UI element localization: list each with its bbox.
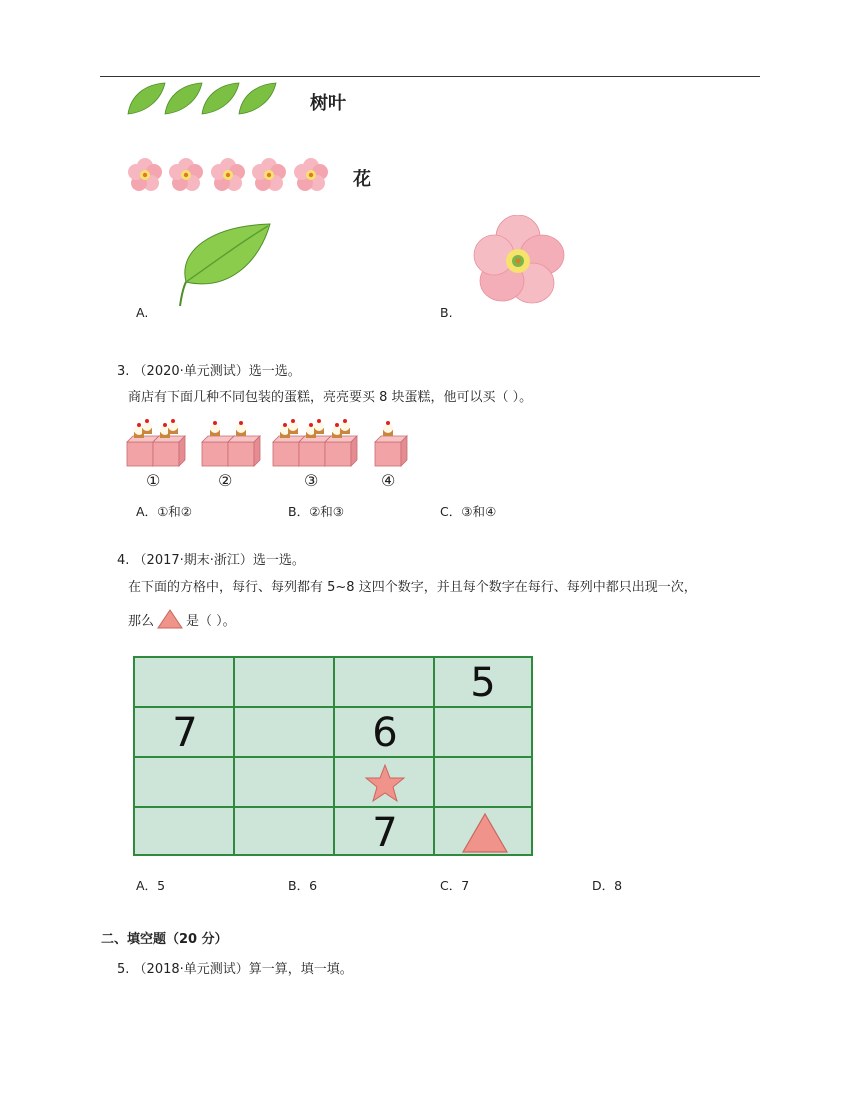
flower-row — [125, 156, 335, 194]
box-2 — [202, 421, 260, 466]
q4-option-b-letter: B． — [288, 878, 310, 893]
q3-source: （2020·单元测试）选一选。 — [133, 364, 301, 379]
number-grid — [133, 656, 533, 856]
box-1 — [127, 419, 185, 466]
q4-option-a-text: 5 — [157, 878, 166, 893]
q4-option-a-letter: A． — [136, 878, 158, 893]
q3-option-a-letter: A． — [136, 504, 158, 519]
q5-number: 5. — [117, 962, 130, 977]
q4-option-d-text: 8 — [614, 878, 623, 893]
q4-option-c-letter: C． — [440, 878, 462, 893]
leaf-icon — [128, 83, 276, 114]
q3-option-c-text: ③和④ — [461, 504, 497, 519]
q5-header — [117, 958, 353, 977]
q3-number: 3. — [117, 364, 130, 379]
q4-option-d-letter: D． — [592, 878, 615, 893]
q4-option-d[interactable] — [592, 876, 622, 894]
box-4 — [375, 421, 407, 466]
big-flower-icon — [468, 215, 572, 307]
box-label-4: ④ — [381, 471, 396, 490]
q4-header — [117, 549, 305, 568]
q4-option-c-text: 7 — [461, 878, 470, 893]
grid-cell-r4c3: 7 — [372, 810, 398, 856]
q3-option-c-letter: C． — [440, 504, 462, 519]
q4-text2-after: 是（ ）。 — [186, 613, 236, 629]
grid-triangle-icon — [435, 808, 535, 858]
q3-option-b-letter: B． — [288, 504, 310, 519]
grid-cell-r1c4: 5 — [470, 660, 496, 706]
flowers-label: 花 — [353, 169, 371, 190]
q3-text: 商店有下面几种不同包装的蛋糕，亮亮要买 8 块蛋糕，他可以买（ ）。 — [128, 390, 533, 405]
q5-source: （2018·单元测试）算一算，填一填。 — [133, 962, 353, 977]
triangle-icon — [156, 608, 184, 630]
q4-option-a[interactable] — [136, 876, 165, 894]
option-a[interactable]: A. — [136, 305, 149, 320]
q4-source: （2017·期末·浙江）选一选。 — [133, 553, 305, 568]
q4-text2-before: 那么 — [128, 613, 155, 629]
option-b[interactable]: B. — [440, 305, 453, 320]
box-label-1: ① — [146, 471, 161, 490]
section-2-title: 二、填空题（20 分） — [101, 932, 228, 947]
q3-option-c[interactable] — [440, 502, 496, 520]
q3-option-a[interactable] — [136, 502, 192, 520]
box-label-2: ② — [218, 471, 233, 490]
q3-option-b[interactable] — [288, 502, 344, 520]
star-icon — [335, 758, 435, 808]
q4-text2 — [128, 608, 236, 630]
q3-option-b-text: ②和③ — [309, 504, 344, 519]
leaves-label: 树叶 — [310, 93, 346, 114]
q4-option-b[interactable] — [288, 876, 317, 894]
q4-option-b-text: 6 — [309, 878, 318, 893]
box-label-3: ③ — [304, 471, 319, 490]
grid-cell-r2c3: 6 — [372, 710, 398, 756]
top-rule — [100, 76, 760, 77]
leaf-row — [125, 80, 285, 120]
cake-boxes — [125, 412, 415, 472]
big-leaf-icon — [172, 220, 276, 308]
q4-text: 在下面的方格中，每行、每列都有 5~8 这四个数字，并且每个数字在每行、每列中都只出现一次， — [128, 580, 697, 595]
box-3 — [273, 419, 357, 466]
q4-option-c[interactable] — [440, 876, 469, 894]
q3-option-a-text: ①和② — [157, 504, 192, 519]
q4-number: 4. — [117, 553, 130, 568]
grid-cell-r2c1: 7 — [172, 710, 198, 756]
q3-header — [117, 360, 301, 379]
